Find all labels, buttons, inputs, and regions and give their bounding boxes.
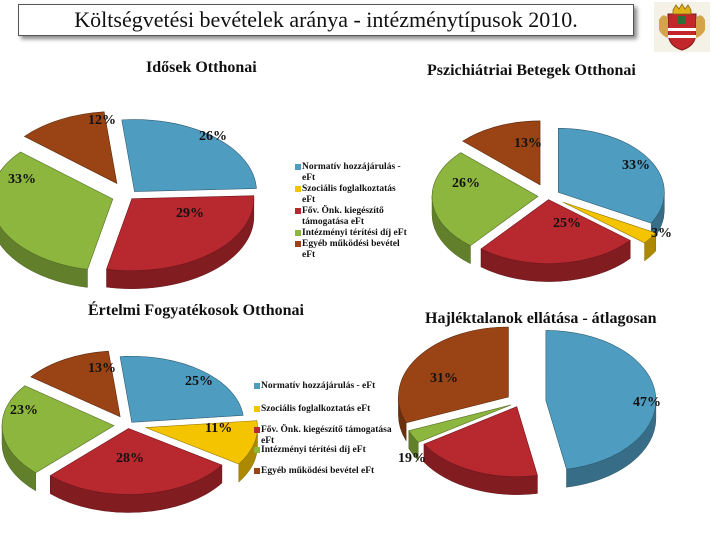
chart1-label-fov: 29% xyxy=(176,206,204,221)
legend-item-fov xyxy=(295,206,411,228)
legend-label: Szociális foglalkoztatás eFt xyxy=(302,184,396,205)
chart2-label-normativ: 33% xyxy=(622,158,650,173)
legend-label: Főv. Önk. kiegészítő támogatása eFt xyxy=(302,206,384,227)
legend-item-normativ xyxy=(295,162,411,184)
legend-label: Intézményi térítési díj eFt xyxy=(261,445,366,455)
page-title: Költségvetési bevételek aránya - intézménytípusok 2010. xyxy=(18,4,634,36)
chart1-label-intezmenyi: 33% xyxy=(8,172,36,187)
chart2-label-szocialis: 3% xyxy=(651,226,672,241)
legend-item-szocialis xyxy=(254,404,404,415)
legend-label: Egyéb működési bevétel eFt xyxy=(302,239,400,260)
chart3-label-normativ: 25% xyxy=(185,374,213,389)
chart4-label-egyeb: 31% xyxy=(430,371,458,386)
legend-swatch-egyeb xyxy=(254,468,260,474)
chart4-title: Hajléktalanok ellátása - átlagosan xyxy=(425,310,657,327)
legend-item-intezmenyi xyxy=(295,228,411,239)
chart1-label-normativ: 26% xyxy=(199,129,227,144)
legend-upper xyxy=(295,162,411,261)
legend-swatch-egyeb xyxy=(295,241,301,247)
pie-chart-2 xyxy=(432,121,664,282)
legend-lower xyxy=(254,381,404,477)
chart4-label-intezmenyi: 19% xyxy=(398,451,426,466)
legend-swatch-fov xyxy=(295,208,301,214)
chart3-label-egyeb: 13% xyxy=(88,361,116,376)
pie-slice-top xyxy=(558,128,664,223)
legend-item-normativ xyxy=(254,381,404,392)
legend-swatch-intezmenyi xyxy=(295,230,301,236)
chart3-label-intezmenyi: 23% xyxy=(10,403,38,418)
chart3-label-szocialis: 11% xyxy=(205,421,233,436)
pie-slice-normativ xyxy=(122,120,257,192)
chart1-label-egyeb: 12% xyxy=(88,113,116,128)
chart2-label-intezmenyi: 26% xyxy=(452,176,480,191)
chart2-title: Pszichiátriai Betegek Otthonai xyxy=(427,62,636,79)
legend-label: Egyéb működési bevétel eFt xyxy=(261,466,375,476)
legend-label: Főv. Önk. kiegészítő támogatása eFt xyxy=(261,425,392,446)
legend-swatch-normativ xyxy=(254,383,260,389)
pie-chart-4 xyxy=(398,327,655,495)
legend-label: Szociális foglalkoztatás eFt xyxy=(261,404,371,414)
legend-swatch-szocialis xyxy=(295,186,301,192)
chart4-label-normativ: 47% xyxy=(633,395,661,410)
chart3-title: Értelmi Fogyatékosok Otthonai xyxy=(88,302,304,319)
chart1-title: Idősek Otthonai xyxy=(146,59,257,76)
pie-slice-normativ xyxy=(120,356,243,422)
legend-swatch-fov xyxy=(254,427,260,433)
legend-swatch-szocialis xyxy=(254,406,260,412)
legend-item-szocialis xyxy=(295,184,411,206)
pie-slice-top xyxy=(120,356,243,422)
legend-swatch-intezmenyi xyxy=(254,447,260,453)
pie-slice-top xyxy=(122,120,257,192)
legend-item-egyeb xyxy=(295,239,411,261)
legend-item-egyeb xyxy=(254,466,404,477)
legend-swatch-normativ xyxy=(295,164,301,170)
pie-slice-fov xyxy=(424,407,537,495)
legend-item-fov xyxy=(254,425,404,447)
chart3-label-fov: 28% xyxy=(116,451,144,466)
legend-label: Normatív hozzájárulás - eFt xyxy=(261,381,376,391)
legend-label: Normatív hozzájárulás - eFt xyxy=(302,162,401,183)
legend-label: Intézményi térítési díj eFt xyxy=(302,228,407,238)
chart2-label-fov: 25% xyxy=(553,216,581,231)
chart2-label-egyeb: 13% xyxy=(514,136,542,151)
